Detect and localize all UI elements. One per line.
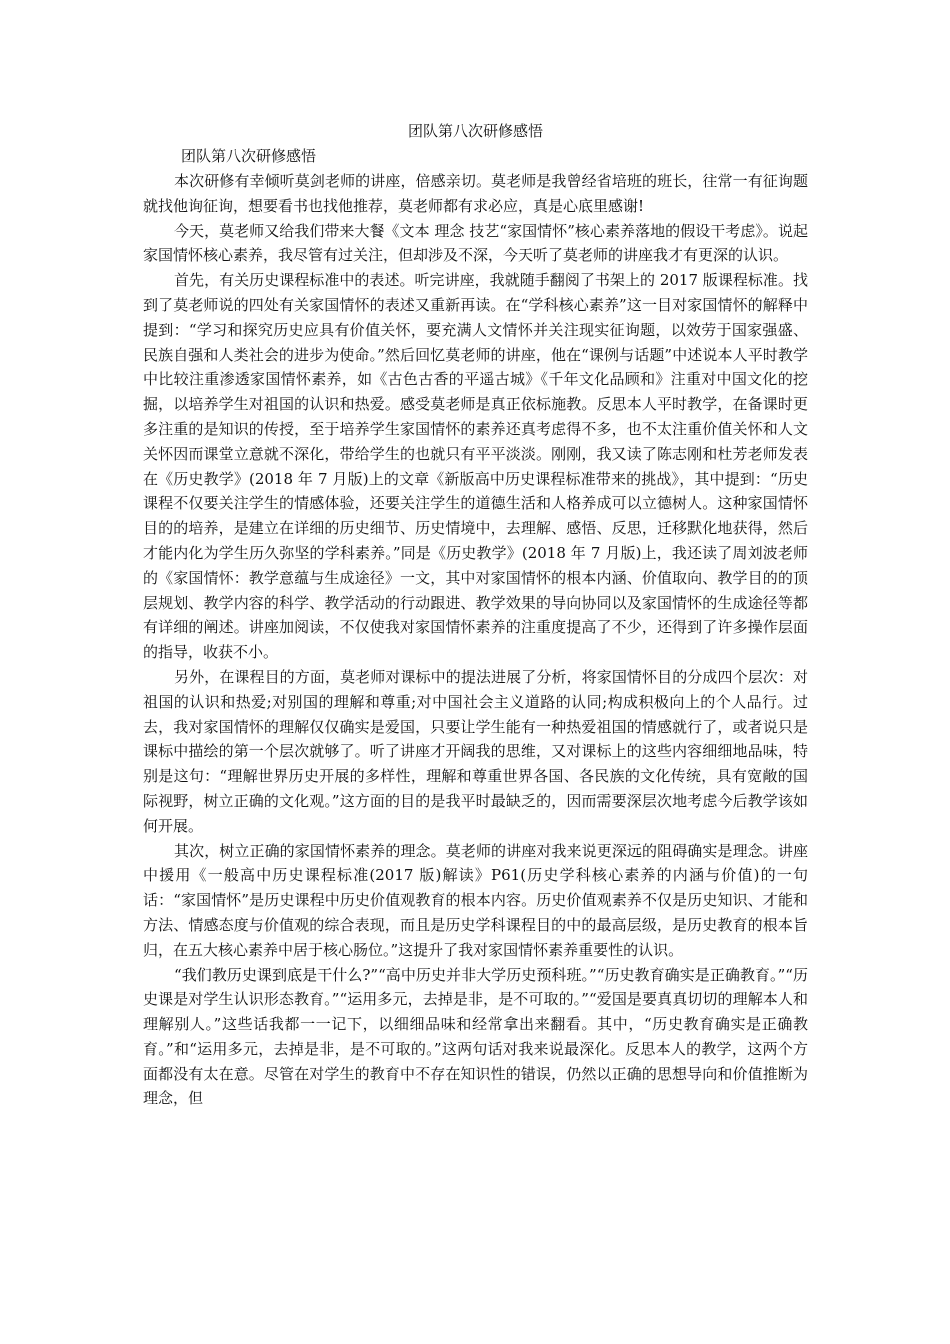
paragraph-5: 其次，树立正确的家国情怀素养的理念。莫老师的讲座对我来说更深远的阻碍确实是理念。讲座中援用《一般高中历史课程标准(2017 版)解读》P61(历史学科核心素养的内涵与价值)的一句话：“家国情怀”是历史课程中历史价值观教育的根本内容。历史价值观素养不仅是历史知识、才能和方法、情感态度与价值观的综合表现，而且是历史学科课程目的中的最高层级，是历史教育的根本旨归，在五大核心素养中居于核心肠位。”这提升了我对家国情怀素养重要性的认识。 <box>143 841 808 959</box>
paragraph-4: 另外，在课程目的方面，莫老师对课标中的提法进展了分析，将家国情怀目的分成四个层次：对祖国的认识和热爱;对别国的理解和尊重;对中国社会主义道路的认同;构成积极向上的个人品行。过去，我对家国情怀的理解仅仅确实是爱国，只要让学生能有一种热爱祖国的情感就行了，或者说只是课标中描绘的第一个层次就够了。听了讲座才开阔我的思维，又对课标上的这些内容细细地品味，特别是这句：“理解世界历史开展的多样性，理解和尊重世界各国、各民族的文化传统，具有宽敞的国际视野，树立正确的文化观。”这方面的目的是我平时最缺乏的，因而需要深层次地考虑今后教学该如何开展。 <box>143 667 808 835</box>
document-title: 团队第八次研修感悟 <box>407 122 543 140</box>
paragraph-2: 今天，莫老师又给我们带来大餐《文本 理念 技艺“家国情怀”核心素养落地的假设干考虑》。说起家国情怀核心素养，我尽管有过关注，但却涉及不深，今天听了莫老师的讲座我才有更深的认识。 <box>143 221 808 265</box>
paragraph-1: 本次研修有幸倾听莫剑老师的讲座，倍感亲切。莫老师是我曾经省培班的班长，往常一有征询题就找他询征询，想要看书也找他推荐，莫老师都有求必应，真是心底里感谢! <box>143 172 808 215</box>
paragraph-3: 首先，有关历史课程标准中的表述。听完讲座，我就随手翻阅了书架上的 2017 版课程标准。找到了莫老师说的四处有关家国情怀的表述又重新再读。在“学科核心素养”这一目对家国情怀的解释中提到：“学习和探究历史应具有价值关怀，要充满人文情怀并关注现实征询题，以效劳于国家强盛、民族自强和人类社会的进步为使命。”然后回忆莫老师的讲座，他在“课例与话题”中述说本人平时教学中比较注重渗透家国情怀素养，如《古色古香的平遥古城》《千年文化品顾和》注重对中国文化的挖掘，以培养学生对祖国的认识和热爱。感受莫老师是真正依标施教。反思本人平时教学，在备课时更多注重的是知识的传授，至于培养学生家国情怀的素养还真考虑得不多，也不太注重价值关怀和人文关怀因而课堂立意就不深化，带给学生的也就只有平平淡淡。刚刚，我又读了陈志刚和杜芳老师发表在《历史教学》(2018 年 7 月版)上的文章《新版高中历史课程标准带来的挑战》，其中提到：“历史课程不仅要关注学生的情感体验，还要关注学生的道德生活和人格养成可以立德树人。这种家国情怀目的的培养，是建立在详细的历史细节、历史情境中，去理解、感悟、反思，迁移默化地获得，然后才能内化为学生历久弥坚的学科素养。”同是《历史教学》(2018 年 7 月版)上，我还读了周刘波老师的《家国情怀：教学意蕴与生成途径》一文，其中对家国情怀的根本内涵、价值取向、教学目的的顶层规划、教学内容的科学、教学活动的行动跟进、教学效果的导向协同以及家国情怀的生成途径等都有详细的阐述。讲座加阅读，不仅使我对家国情怀素养的注重度提高了不少，还得到了许多操作层面的指导，收获不小。 <box>143 271 808 662</box>
paragraph-6: “我们教历史课到底是干什么?”“高中历史并非大学历史预科班。”“历史教育确实是正确教育。”“历史课是对学生认识形态教育。”“运用多元，去掉是非，是不可取的。”“爱国是要真真切切的理解本人和理解别人。”这些话我都一一记下，以细细品味和经常拿出来翻看。其中，“历史教育确实是正确教育。”和“运用多元，去掉是非，是不可取的。”这两句话对我来说最深化。反思本人的教学，这两个方面都没有太在意。尽管在对学生的教育中不存在知识性的错误，仍然以正确的思想导向和价值推断为理念，但 <box>143 965 808 1108</box>
document-page <box>143 118 808 1111</box>
document-subtitle: 团队第八次研修感悟 <box>181 147 317 165</box>
